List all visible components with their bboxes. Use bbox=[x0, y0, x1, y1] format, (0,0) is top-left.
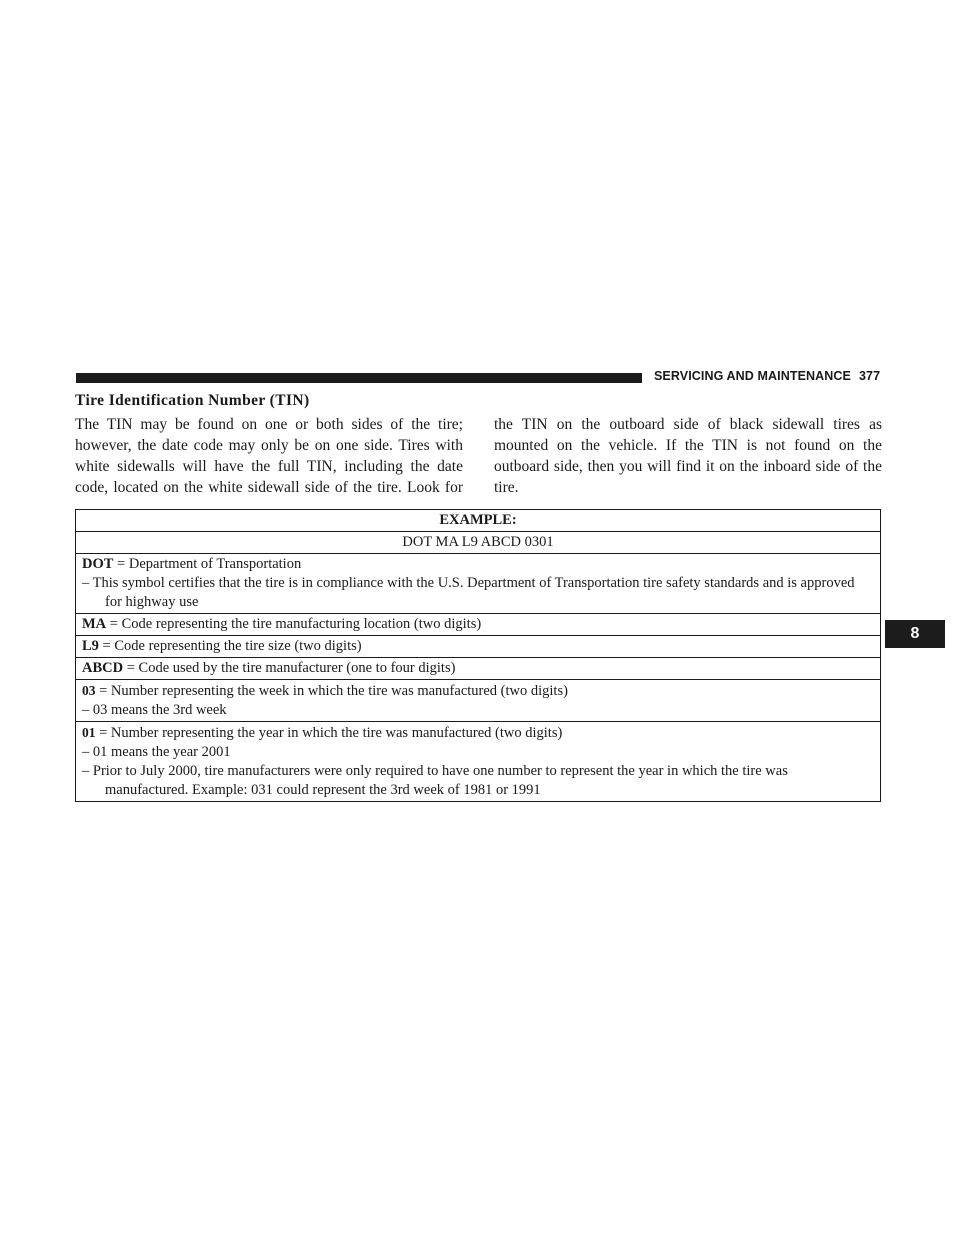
table-cell bbox=[76, 680, 881, 722]
tin-example-table bbox=[75, 509, 881, 802]
code-definition bbox=[82, 555, 874, 574]
code-definition bbox=[82, 681, 874, 701]
example-code: DOT MA L9 ABCD 0301 bbox=[76, 532, 881, 554]
code-description: = Number representing the year in which the tire was manufactured (two digits) bbox=[99, 725, 563, 741]
table-row bbox=[76, 510, 881, 532]
table-cell bbox=[76, 722, 881, 802]
table-row bbox=[76, 554, 881, 614]
body-paragraph-left: The TIN may be found on one or both sides of the tire; however, the date code may only be on one side. Tires with white sidewalls will have the full TIN, including the date code, located on the white sidewall side of the tire. Look for bbox=[75, 416, 463, 496]
running-header bbox=[654, 369, 880, 383]
section-name: SERVICING AND MAINTENANCE bbox=[654, 369, 851, 383]
chapter-tab: 8 bbox=[885, 620, 945, 648]
code-note: – Prior to July 2000, tire manufacturers were only required to have one number to represent the year in which the tire was manufactured. Example: 031 could represent the 3rd week of 1981 or 1991 bbox=[82, 763, 788, 798]
section-title: Tire Identification Number (TIN) bbox=[75, 392, 310, 409]
table-cell bbox=[76, 636, 881, 658]
code-description: = Number representing the week in which the tire was manufactured (two digits) bbox=[99, 683, 568, 699]
code-label: 01 bbox=[82, 725, 96, 740]
code-description: = Code representing the tire size (two digits) bbox=[102, 638, 362, 654]
code-label: DOT bbox=[82, 556, 114, 572]
table-row bbox=[76, 658, 881, 680]
code-note: – This symbol certifies that the tire is in compliance with the U.S. Department of Transportation tire safety standards and is approved for highway use bbox=[82, 575, 855, 610]
body-paragraph-right: the TIN on the outboard side of black sidewall tires as mounted on the vehicle. If the TIN is not found on the outboard side, then you will find it on the inboard side of the tire. bbox=[494, 416, 882, 496]
code-label: MA bbox=[82, 616, 107, 632]
table-row bbox=[76, 636, 881, 658]
table-row bbox=[76, 680, 881, 722]
table-row bbox=[76, 722, 881, 802]
header-rule bbox=[76, 373, 642, 383]
code-label: ABCD bbox=[82, 660, 124, 676]
code-definition bbox=[82, 723, 874, 743]
table-cell bbox=[76, 554, 881, 614]
table-heading: EXAMPLE: bbox=[76, 510, 881, 532]
page-number: 377 bbox=[858, 369, 881, 383]
code-label: L9 bbox=[82, 638, 99, 654]
code-description: = Code used by the tire manufacturer (one to four digits) bbox=[126, 660, 456, 676]
code-label: 03 bbox=[82, 683, 96, 698]
code-description: = Department of Transportation bbox=[117, 556, 302, 572]
table-row bbox=[76, 614, 881, 636]
table-cell bbox=[76, 658, 881, 680]
code-description: = Code representing the tire manufacturing location (two digits) bbox=[109, 616, 482, 632]
table-row bbox=[76, 532, 881, 554]
table-cell bbox=[76, 614, 881, 636]
code-note: – 01 means the year 2001 bbox=[82, 744, 231, 760]
code-note: – 03 means the 3rd week bbox=[82, 702, 227, 718]
